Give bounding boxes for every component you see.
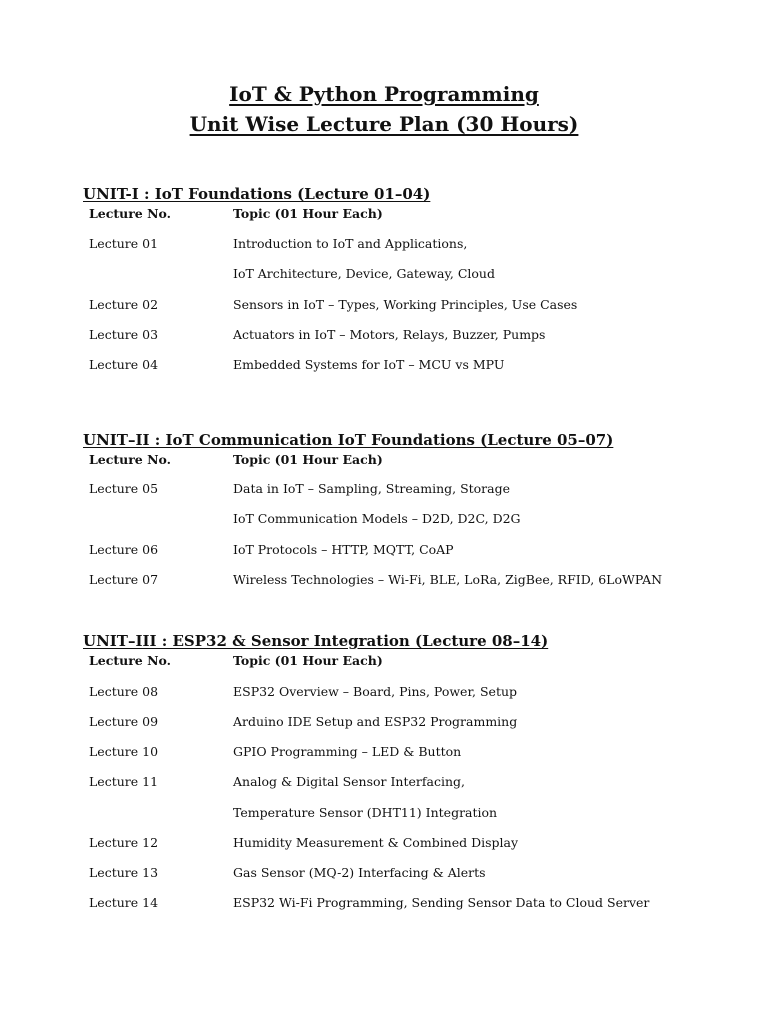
lecture-topic: Introduction to IoT and Applications, xyxy=(233,236,468,251)
document-title: IoT & Python Programming xyxy=(229,82,539,106)
lecture-number: Lecture 06 xyxy=(89,542,159,557)
lecture-number: Lecture 10 xyxy=(89,744,159,759)
lecture-topic: Analog & Digital Sensor Interfacing, xyxy=(233,774,465,789)
lecture-number: Lecture 09 xyxy=(89,714,159,729)
lecture-number: Lecture 05 xyxy=(89,481,159,496)
lecture-topic: Actuators in IoT – Motors, Relays, Buzzer, Pumps xyxy=(233,327,546,342)
lecture-number: Lecture 02 xyxy=(89,297,159,312)
lecture-topic: IoT Protocols – HTTP, MQTT, CoAP xyxy=(233,542,454,557)
lecture-number: Lecture 11 xyxy=(89,774,159,789)
lecture-topic: Arduino IDE Setup and ESP32 Programming xyxy=(233,714,518,729)
lecture-number: Lecture 01 xyxy=(89,236,159,251)
unit-heading: UNIT-I : IoT Foundations (Lecture 01–04) xyxy=(83,185,431,203)
column-header-topic: Topic (01 Hour Each) xyxy=(233,653,383,668)
lecture-topic: Data in IoT – Sampling, Streaming, Storage xyxy=(233,481,511,496)
lecture-number: Lecture 14 xyxy=(89,895,159,910)
lecture-topic: Embedded Systems for IoT – MCU vs MPU xyxy=(233,357,505,372)
lecture-number: Lecture 07 xyxy=(89,572,159,587)
lecture-topic: IoT Communication Models – D2D, D2C, D2G xyxy=(233,511,521,526)
lecture-number: Lecture 13 xyxy=(89,865,159,880)
lecture-topic: Sensors in IoT – Types, Working Principles, Use Cases xyxy=(233,297,578,312)
lecture-topic: ESP32 Wi-Fi Programming, Sending Sensor Data to Cloud Server xyxy=(233,895,650,910)
column-header-lecture: Lecture No. xyxy=(89,206,172,221)
lecture-number: Lecture 03 xyxy=(89,327,159,342)
lecture-topic: IoT Architecture, Device, Gateway, Cloud xyxy=(233,266,495,281)
lecture-number: Lecture 04 xyxy=(89,357,159,372)
lecture-topic: Wireless Technologies – Wi-Fi, BLE, LoRa, ZigBee, RFID, 6LoWPAN xyxy=(233,572,663,587)
column-header-lecture: Lecture No. xyxy=(89,653,172,668)
column-header-lecture: Lecture No. xyxy=(89,452,172,467)
unit-heading: UNIT–II : IoT Communication IoT Foundations (Lecture 05–07) xyxy=(83,431,614,449)
lecture-topic: ESP32 Overview – Board, Pins, Power, Setup xyxy=(233,684,518,699)
lecture-number: Lecture 08 xyxy=(89,684,159,699)
column-header-topic: Topic (01 Hour Each) xyxy=(233,206,383,221)
lecture-number: Lecture 12 xyxy=(89,835,159,850)
column-header-topic: Topic (01 Hour Each) xyxy=(233,452,383,467)
unit-heading: UNIT–III : ESP32 & Sensor Integration (Lecture 08–14) xyxy=(83,632,549,650)
lecture-topic: Humidity Measurement & Combined Display xyxy=(233,835,519,850)
lecture-topic: GPIO Programming – LED & Button xyxy=(233,744,462,759)
lecture-topic: Gas Sensor (MQ-2) Interfacing & Alerts xyxy=(233,865,486,880)
document-subtitle: Unit Wise Lecture Plan (30 Hours) xyxy=(189,112,579,136)
lecture-topic: Temperature Sensor (DHT11) Integration xyxy=(233,805,498,820)
